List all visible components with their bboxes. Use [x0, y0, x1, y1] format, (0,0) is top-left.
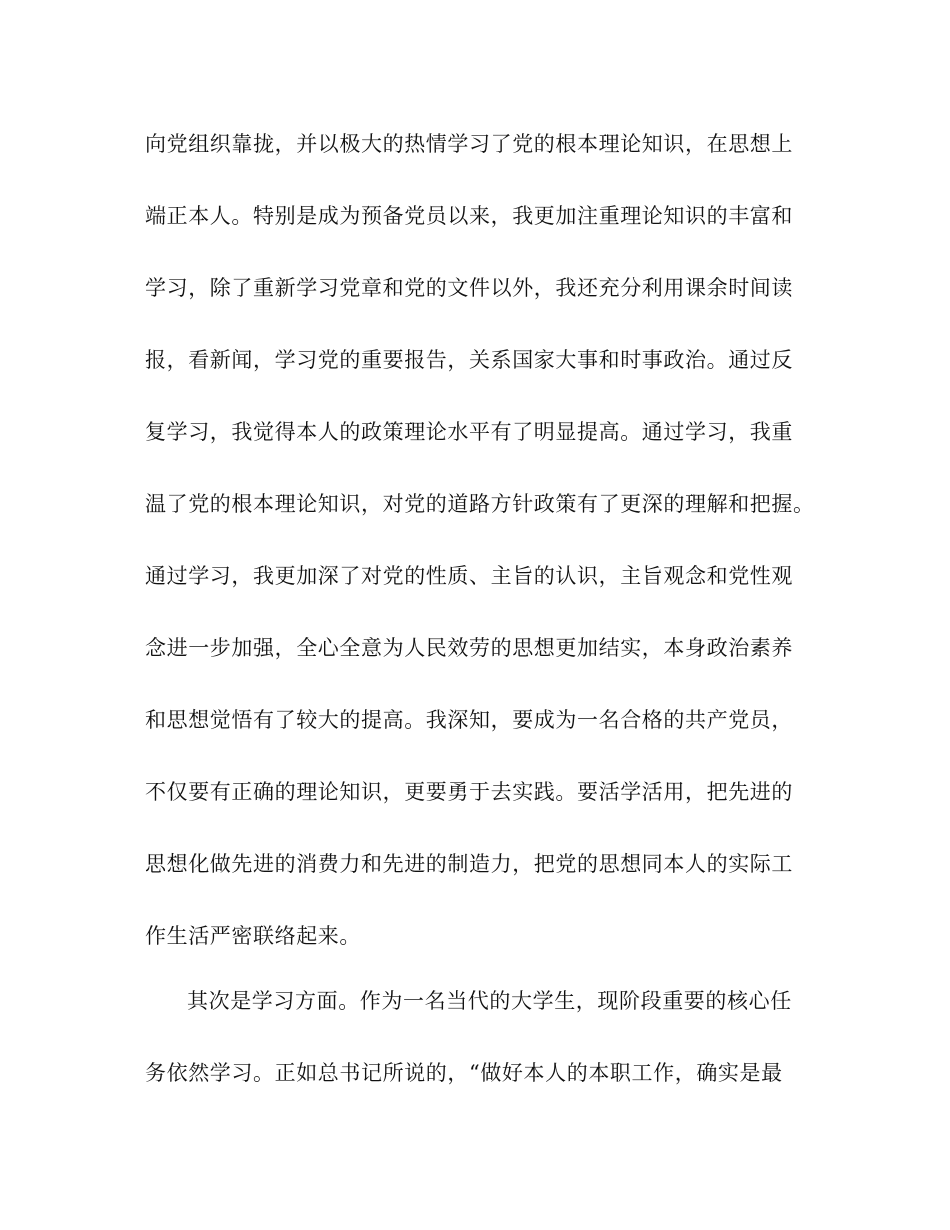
text-line: 思想化做先进的消费力和先进的制造力，把党的思想同本人的实际工: [145, 852, 793, 876]
text-line: 不仅要有正确的理论知识，更要勇于去实践。要活学活用，把先进的: [145, 780, 793, 804]
text-line: 端正本人。特别是成为预备党员以来，我更加注重理论知识的丰富和: [145, 204, 793, 228]
text-line: 温了党的根本理论知识，对党的道路方针政策有了更深的理解和把握。: [145, 492, 815, 516]
text-line: 务依然学习。正如总书记所说的，“做好本人的本职工作，确实是最: [145, 1061, 783, 1085]
paragraph-first-line: 其次是学习方面。作为一名当代的大学生，现阶段重要的核心任: [187, 989, 792, 1013]
text-line: 报，看新闻，学习党的重要报告，关系国家大事和时事政治。通过反: [145, 348, 793, 372]
text-line: 学习，除了重新学习党章和党的文件以外，我还充分利用课余时间读: [145, 276, 793, 300]
text-line: 和思想觉悟有了较大的提高。我深知，要成为一名合格的共产党员，: [145, 708, 793, 732]
text-line: 通过学习，我更加深了对党的性质、主旨的认识，主旨观念和党性观: [145, 564, 793, 588]
text-line: 作生活严密联络起来。: [145, 924, 361, 948]
text-line: 念进一步加强，全心全意为人民效劳的思想更加结实，本身政治素养: [145, 636, 793, 660]
text-line: 复学习，我觉得本人的政策理论水平有了明显提高。通过学习，我重: [145, 420, 793, 444]
text-line: 向党组织靠拢，并以极大的热情学习了党的根本理论知识，在思想上: [145, 132, 793, 156]
